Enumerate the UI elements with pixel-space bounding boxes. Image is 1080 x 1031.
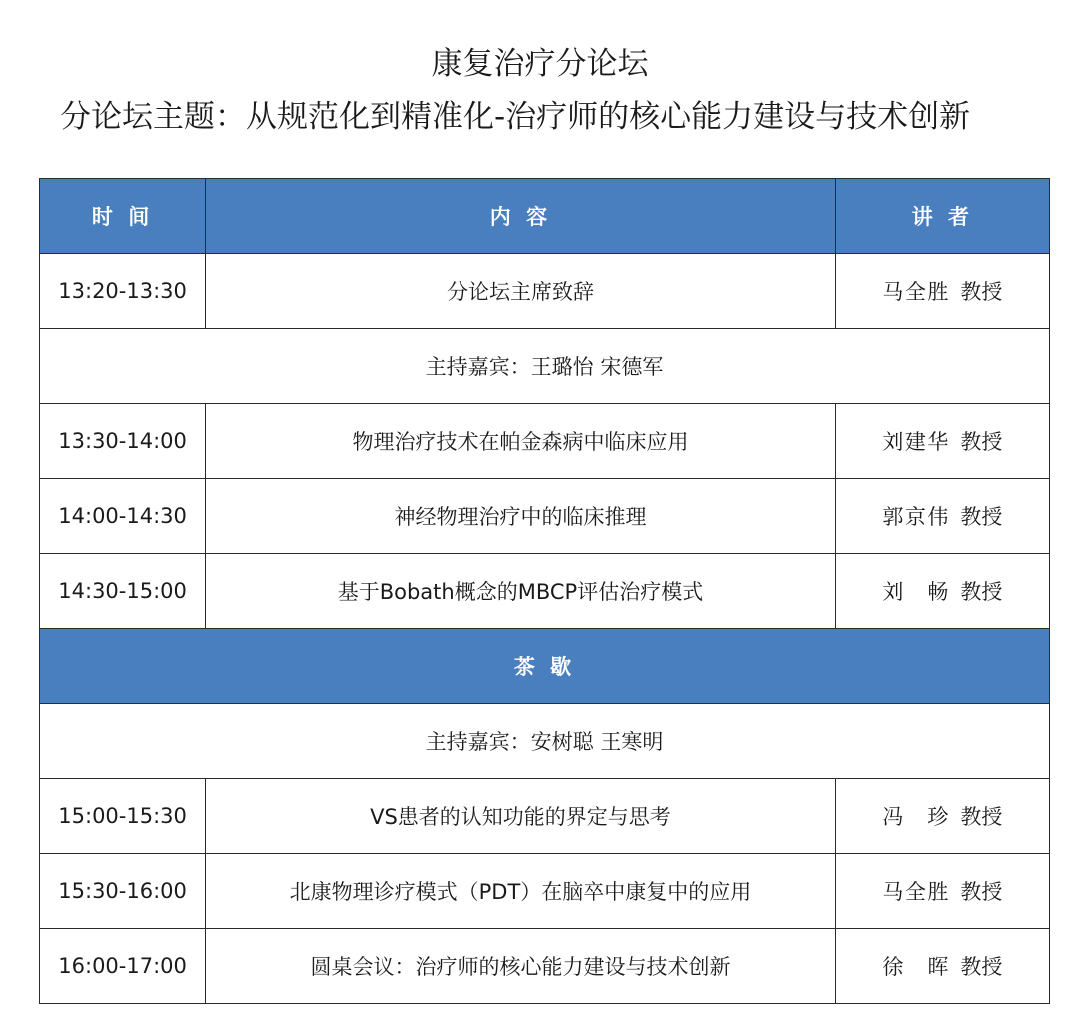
session-speaker [835,554,1049,629]
speaker-title: 教授 [960,280,1003,304]
speaker-name: 马全胜 [882,280,949,304]
table-row [40,479,1050,554]
table-row [40,554,1050,629]
speaker-name: 马全胜 [882,880,949,904]
session-content: 神经物理治疗中的临床推理 [206,479,836,554]
table-header-row [40,179,1050,254]
session-content: 分论坛主席致辞 [206,254,836,329]
column-header-time: 时 间 [40,179,206,254]
host-row [40,704,1050,779]
tea-break-label: 茶 歇 [40,629,1050,704]
table-row [40,854,1050,929]
session-speaker [835,254,1049,329]
speaker-name: 冯 珍 [882,805,949,829]
session-time: 13:30-14:00 [40,404,206,479]
host-info: 主持嘉宾：王璐怡 宋德军 [40,329,1050,404]
table-row [40,254,1050,329]
session-time: 14:00-14:30 [40,479,206,554]
session-time: 15:30-16:00 [40,854,206,929]
session-time: 16:00-17:00 [40,929,206,1004]
speaker-title: 教授 [960,580,1003,604]
schedule-table [39,178,1050,1004]
host-row [40,329,1050,404]
speaker-title: 教授 [960,880,1003,904]
session-speaker [835,854,1049,929]
session-content: VS患者的认知功能的界定与思考 [206,779,836,854]
session-speaker [835,479,1049,554]
speaker-title: 教授 [960,955,1003,979]
session-content: 物理治疗技术在帕金森病中临床应用 [206,404,836,479]
break-row [40,629,1050,704]
session-content: 基于Bobath概念的MBCP评估治疗模式 [206,554,836,629]
page-subtitle: 分论坛主题：从规范化到精准化-治疗师的核心能力建设与技术创新 [60,99,971,135]
page-title: 康复治疗分论坛 [431,46,649,82]
speaker-title: 教授 [960,505,1003,529]
session-time: 13:20-13:30 [40,254,206,329]
session-speaker [835,929,1049,1004]
speaker-name: 刘建华 [882,430,949,454]
speaker-name: 刘 畅 [882,580,949,604]
session-content: 北康物理诊疗模式（PDT）在脑卒中康复中的应用 [206,854,836,929]
speaker-name: 徐 晖 [882,955,949,979]
session-speaker [835,404,1049,479]
column-header-speaker: 讲 者 [835,179,1049,254]
speaker-title: 教授 [960,430,1003,454]
host-info: 主持嘉宾：安树聪 王寒明 [40,704,1050,779]
speaker-title: 教授 [960,805,1003,829]
table-row [40,404,1050,479]
session-content: 圆桌会议：治疗师的核心能力建设与技术创新 [206,929,836,1004]
column-header-content: 内 容 [206,179,836,254]
session-time: 14:30-15:00 [40,554,206,629]
session-time: 15:00-15:30 [40,779,206,854]
table-row [40,929,1050,1004]
speaker-name: 郭京伟 [882,505,949,529]
session-speaker [835,779,1049,854]
table-row [40,779,1050,854]
